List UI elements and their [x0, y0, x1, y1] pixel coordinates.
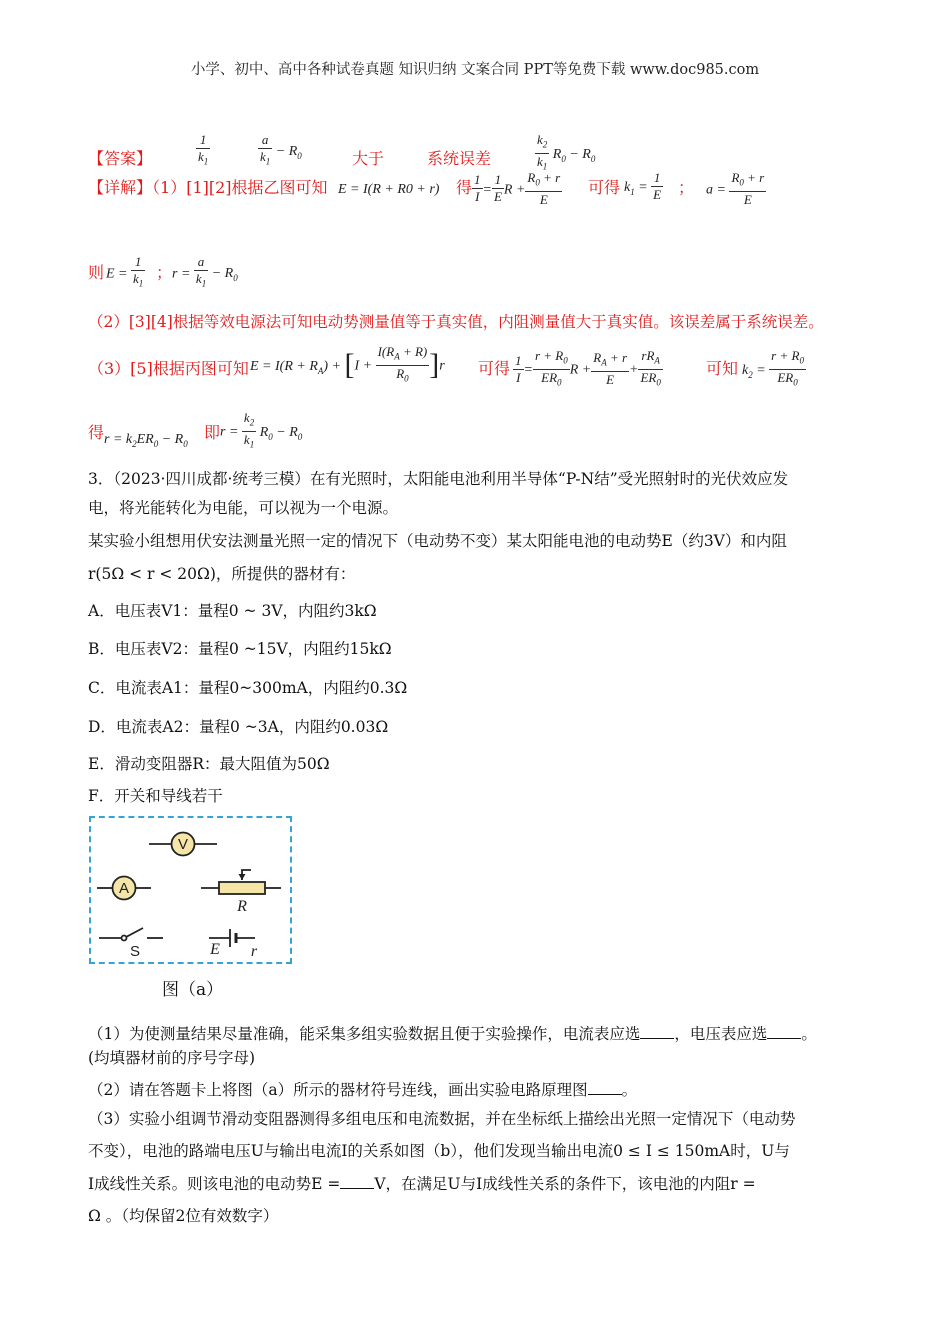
- subquestion-3-line-1: （3）实验小组调节滑动变阻器测得多组电压和电流数据，并在坐标纸上描绘出光照一定情况下（电动势: [88, 1110, 796, 1128]
- answer-5: $\frac{k_2}{k_1}$ $R_0 - R_0$: [537, 132, 596, 172]
- answer-blank-voltmeter[interactable]: [767, 1024, 801, 1039]
- answer-blank-ammeter[interactable]: [640, 1024, 674, 1039]
- circuit-components-figure: [89, 816, 292, 964]
- internal-resistance-label: r: [250, 943, 258, 960]
- detail-kede-2: 可得: [478, 359, 511, 378]
- subquestion-3-line-4: Ω 。（均保留2位有效数字）: [88, 1207, 279, 1225]
- circuit-symbols: [91, 818, 290, 962]
- switch-label: S: [129, 943, 141, 960]
- ammeter-label: A: [118, 880, 130, 897]
- detail-kede-1: 可得: [588, 178, 621, 197]
- detail-r: r = $\frac{a}{k_1}$ − $R_0$: [172, 254, 238, 289]
- subquestion-2: （2）请在答题卡上将图（a）所示的器材符号连线，画出实验电路原理图 。: [88, 1081, 638, 1099]
- option-b: B．电压表V2：量程0 ~15V，内阻约15kΩ: [88, 640, 392, 658]
- option-e: E．滑动变阻器R：最大阻值为50Ω: [88, 755, 330, 773]
- rheostat-label: R: [237, 898, 247, 915]
- detail-E: E = $\frac{1}{k_1}$: [106, 254, 144, 289]
- detail-eq-3: $E = I(R + R_A) + [I$ + $\frac{I(R_A + R)}{R_0}$ ]r: [250, 344, 445, 384]
- answer-1: $\frac{1}{k_1}$: [198, 132, 209, 167]
- option-c: C．电流表A1：量程0~300mA，内阻约0.3Ω: [88, 679, 408, 697]
- subquestion-3-line-2: 不变），电池的路端电压U与输出电流I的关系如图（b），他们发现当输出电流0 ≤ I ≤ 150mA时，U与: [88, 1142, 790, 1160]
- detail-a: a = $\frac{R_0 + r}{E}$: [706, 170, 765, 207]
- answer-label: 【答案】: [88, 149, 153, 168]
- figure-a-caption: 图（a）: [162, 980, 224, 1000]
- answer-blank-circuit[interactable]: [588, 1080, 622, 1095]
- option-f: F．开关和导线若干: [88, 787, 223, 805]
- answer-3: 大于: [352, 149, 385, 168]
- answer-blank-emf[interactable]: [340, 1174, 374, 1189]
- detail-eq-5: $r = k_2ER_0 - R_0$: [104, 432, 188, 449]
- detail-k1: $k_1$ = $\frac{1}{E}$: [624, 170, 662, 202]
- rheostat-arrow: [239, 874, 246, 880]
- emf-label: E: [210, 941, 220, 958]
- switch-lever: [126, 928, 143, 937]
- rheostat-icon: [219, 882, 265, 894]
- detail-kezhi: 可知: [706, 359, 739, 378]
- detail-ze: 则: [88, 263, 105, 282]
- detail-eq-6: r = $\frac{k_2}{k_1}$ $R_0 - R_0$: [220, 410, 303, 450]
- option-a: A．电压表V1：量程0 ~ 3V，内阻约3kΩ: [88, 602, 377, 620]
- voltmeter-label: V: [177, 836, 189, 853]
- question-stem-2: 电，将光能转化为电能，可以视为一个电源。: [88, 499, 399, 517]
- subquestion-1: （1）为使测量结果尽量准确，能采集多组实验数据且便于实验操作，电流表应选 ，电压表应选 。: [88, 1025, 817, 1043]
- question-stem-4: r(5Ω < r < 20Ω)，所提供的器材有：: [88, 565, 356, 583]
- detail-ji: 即: [204, 423, 221, 442]
- subquestion-3-line-3: I成线性关系。则该电池的电动势E = V，在满足U与I成线性关系的条件下，该电池的内阻r =: [88, 1175, 756, 1193]
- detail-p2: （2）[3][4]根据等效电源法可知电动势测量值等于真实值，内阻测量值大于真实值。该误差属于系统误差。: [88, 313, 824, 331]
- detail-de-1: 得: [456, 178, 473, 197]
- detail-p3-intro: （3）[5]根据丙图可知: [88, 359, 249, 378]
- answer-4: 系统误差: [427, 149, 492, 168]
- detail-label: 【详解】（1）[1][2]根据乙图可知: [88, 178, 328, 197]
- detail-eq-1: E = I(R + R0 + r): [338, 182, 440, 197]
- detail-semi-2: ；: [156, 263, 173, 282]
- question-stem-1: 3．（2023·四川成都·统考三模）在有光照时，太阳能电池利用半导体“P-N结”受光照射时的光伏效应发: [88, 470, 789, 488]
- subquestion-1-note: (均填器材前的序号字母): [88, 1049, 256, 1067]
- detail-de-2: 得: [88, 423, 105, 442]
- answer-2: $\frac{a}{k_1}$ − $R_0$: [260, 132, 302, 167]
- page-header: 小学、初中、高中各种试卷真题 知识归纳 文案合同 PPT等免费下载 www.doc985.com: [190, 62, 760, 78]
- detail-semi-1: ；: [678, 178, 695, 197]
- option-d: D．电流表A2：量程0 ~3A，内阻约0.03Ω: [88, 718, 389, 736]
- detail-eq-2: $\frac{1}{I}$ = $\frac{1}{E}$ R + $\frac{R_0 + r}{E}$: [474, 170, 561, 207]
- detail-k2: $k_2$ = $\frac{r + R_0}{ER_0}$: [742, 348, 804, 388]
- question-stem-3: 某实验小组想用伏安法测量光照一定的情况下（电动势不变）某太阳能电池的电动势E（约3V）和内阻: [88, 532, 787, 550]
- detail-eq-4: $\frac{1}{I}$ = $\frac{r + R_0}{ER_0}$ R + $\frac{R_A + r}{E}$ + $\frac{rR_A}{ER_0}$: [515, 348, 661, 388]
